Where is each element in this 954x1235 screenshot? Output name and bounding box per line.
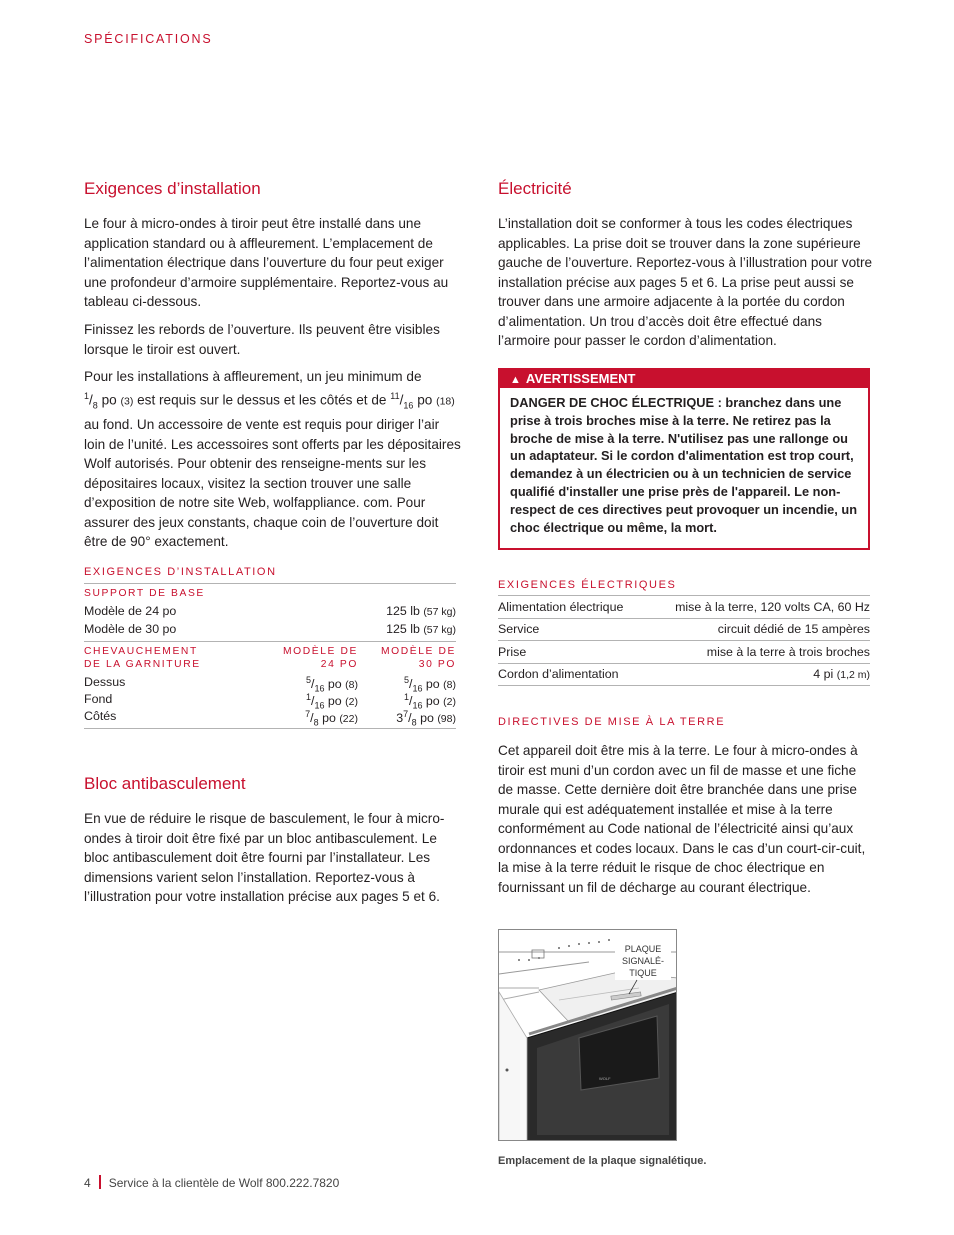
installation-paragraph-3: Pour les installations à affleurement, un jeu minimum de $^1/_8$ po (3) est requis sur le dessus et les côtés et de $^{11}/_{16}$ po (18) au fond. Un accessoire de vente est requis pour diriger l’air loin de l’unité. Les accessoires sont offerts par les dépositaires Wolf autorisés. Pour obtenir des renseigne-ments sur les dépositaires locaux, visitez la section trouver une salle d’exposition de notre site Web, wolfappliance. com. Pour assurer des jeux constants, chaque coin de l’ouverture doit être de 90° exactement.: [84, 369, 461, 550]
table-rule: [498, 663, 870, 664]
table-row-label: Service: [498, 622, 540, 636]
page-number: 4: [84, 1176, 91, 1190]
microwave-drawer-icon: [499, 930, 677, 1141]
callout-label-line-1: PLAQUE: [624, 944, 662, 954]
table-rule: [498, 640, 870, 641]
warning-heading: ▲ AVERTISSEMENT: [500, 370, 868, 388]
page-footer: [84, 1175, 339, 1190]
warning-box: [498, 368, 870, 550]
table-row-value: 125 lb (57 kg): [386, 622, 456, 636]
antitip-title: Bloc antibasculement: [84, 774, 246, 793]
grounding-paragraph: Cet appareil doit être mis à la terre. Le four à micro-ondes à tiroir est muni d’un cordon avec un fil de masse et une fiche de masse. Cette dernière doit être branchée dans une prise murale qui est adéquatement installée et mise à la terre conformément au Code national de l’électricité ainsi qu’aux ordonnances et codes locaux. Dans le cas d’un court-cir-cuit, la mise à la terre réduit le risque de choc électrique en fournissant un fil de décharge au courant électrique.: [498, 743, 866, 895]
table-row-label: Côtés: [84, 709, 117, 723]
model-30-heading: MODÈLE DE 30 PO: [380, 646, 456, 670]
installation-paragraph-1: Le four à micro-ondes à tiroir peut être installé dans une application standard ou à affleurement. L’emplacement de l’alimentation électrique dans l’ouverture du four peut exiger une profondeur d’armoire supplémentaire. Reportez-vous au tableau ci-dessous.: [84, 216, 449, 309]
grounding-title: DIRECTIVES DE MISE À LA TERRE: [498, 716, 726, 728]
section-label: SPÉCIFICATIONS: [84, 32, 213, 46]
table-row-value: $^7/_8$ po (22): [305, 709, 358, 728]
model-24-heading: MODÈLE DE 24 PO: [282, 646, 358, 670]
table-rule: [84, 728, 456, 729]
overlap-heading: CHEVAUCHEMENT DE LA GARNITURE: [84, 646, 201, 670]
table-row-label: Dessus: [84, 675, 126, 689]
callout-label-line-3: TIQUE: [629, 968, 657, 978]
table-row-value: $^1/_{16}$ po (2): [305, 692, 358, 711]
table-row-label: Fond: [84, 692, 113, 706]
table-row-value: 4 pi (1,2 m): [813, 667, 870, 681]
table-row-value: circuit dédié de 15 ampères: [717, 622, 870, 636]
electricity-paragraph: L’installation doit se conformer à tous les codes électriques applicables. La prise doit se trouver dans la zone supérieure gauche de l’ouverture. Reportez-vous à l’illustration pour votre installation précise aux pages 5 et 6. La prise peut aussi se trouver dans une armoire adjacente à la portée du cordon d’alimentation. Un trou d’accès doit être effectué dans l’armoire pour passer le cordon d’alimentation.: [498, 216, 873, 348]
antitip-paragraph: En vue de réduire le risque de basculement, le four à micro-ondes à tiroir doit être fixé par un bloc antibasculement. Le bloc antibasculement doit être fourni par l’installateur. Les dimensions varient selon l’installation. Reportez-vous à l’illustration pour votre installation précise aux pages 5 et 6.: [84, 811, 445, 904]
installation-title: Exigences d’installation: [84, 179, 261, 198]
figure-caption: Emplacement de la plaque signalétique.: [498, 1155, 707, 1167]
table-row-label: Modèle de 24 po: [84, 604, 177, 618]
table-row-label: Modèle de 30 po: [84, 622, 177, 636]
warning-body: DANGER DE CHOC ÉLECTRIQUE : branchez dans une prise à trois broches mise à la terre. Ne retirez pas la broche de mise à la terre. N'utilisez pas une rallonge ou un adaptateur. Si le cordon d'alimentation est trop court, demandez à un électricien ou à un technicien de service qualifié d'installer une prise près de l'appareil. Le non-respect de ces directives peut provoquer un incendie, un choc électrique ou même, la mort.: [510, 395, 858, 535]
installation-paragraph-2: Finissez les rebords de l’ouverture. Ils peuvent être visibles lorsque le tiroir est ouvert.: [84, 322, 440, 357]
table-row-value: 125 lb (57 kg): [386, 604, 456, 618]
elec-table-title: EXIGENCES ÉLECTRIQUES: [498, 579, 677, 591]
rating-plate-illustration: [498, 929, 677, 1141]
table-row-label: Alimentation électrique: [498, 600, 624, 614]
table-rule: [498, 595, 870, 596]
warning-triangle-icon: ▲: [510, 374, 521, 386]
table-rule: [498, 618, 870, 619]
table-rule: [84, 641, 456, 642]
table-row-value: mise à la terre, 120 volts CA, 60 Hz: [675, 600, 870, 614]
table-row-label: Prise: [498, 645, 527, 659]
table-row-value: $^5/_{16}$ po (8): [305, 675, 358, 694]
footer-text: Service à la clientèle de Wolf 800.222.7820: [108, 1176, 340, 1190]
footer-divider: [99, 1175, 101, 1189]
wolf-logo: WOLF: [599, 1076, 611, 1081]
support-heading: SUPPORT DE BASE: [84, 588, 205, 599]
table-rule: [498, 685, 870, 686]
table-row-label: Cordon d’alimentation: [498, 667, 619, 681]
table-row-value: $^1/_{16}$ po (2): [403, 692, 456, 711]
table-row-value: $^5/_{16}$ po (8): [403, 675, 456, 694]
table-row-value: mise à la terre à trois broches: [706, 645, 870, 659]
electricity-title: Électricité: [498, 179, 572, 198]
callout-label-line-2: SIGNALÉ-: [621, 956, 665, 966]
install-table-title: EXIGENCES D’INSTALLATION: [84, 566, 277, 578]
table-rule: [84, 583, 456, 584]
table-row-value: $3^7/_8$ po (98): [396, 709, 456, 728]
